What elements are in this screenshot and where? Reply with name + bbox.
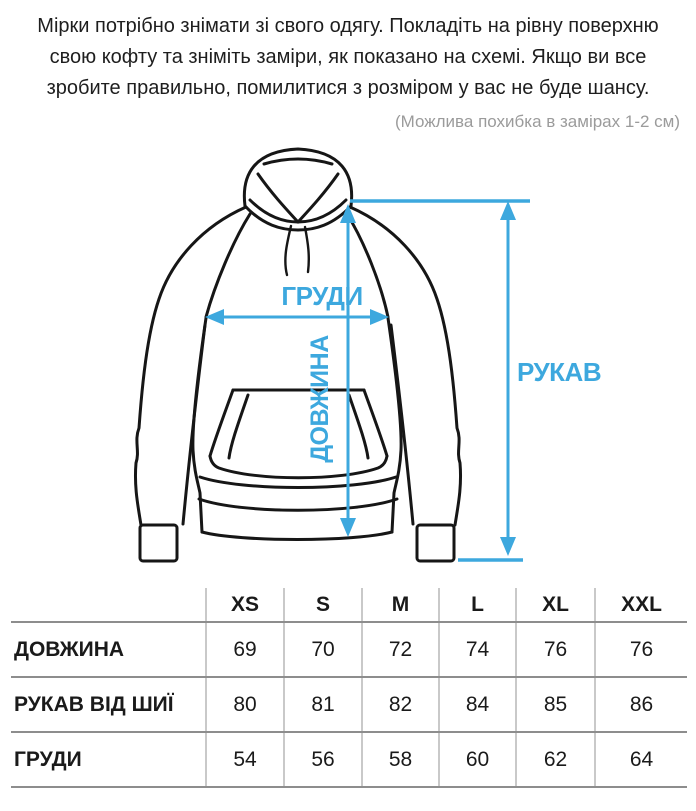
size-value-cell: 64: [595, 732, 687, 787]
table-row-sleeve-from-neck: [11, 677, 687, 732]
measurement-row-label: РУКАВ ВІД ШИЇ: [11, 677, 206, 732]
length-label: ДОВЖИНА: [306, 335, 334, 463]
corner-cell: [11, 588, 206, 622]
pocket-slit-left: [229, 395, 248, 458]
raglan-seam-left: [206, 214, 250, 317]
hoodie-outline: [135, 149, 460, 561]
measurement-row-label: ГРУДИ: [11, 732, 206, 787]
pocket-slit-right: [349, 395, 368, 458]
arrowhead-down: [500, 537, 516, 556]
size-value-cell: 74: [439, 622, 516, 677]
size-value-cell: 62: [516, 732, 595, 787]
size-column-header-xxl: XXL: [595, 588, 687, 622]
pocket-bottom: [210, 456, 387, 478]
size-value-cell: 86: [595, 677, 687, 732]
measurement-annotations: [205, 201, 601, 560]
size-value-cell: 76: [595, 622, 687, 677]
size-value-cell: 81: [284, 677, 362, 732]
table-row-chest: [11, 732, 687, 787]
size-value-cell: 84: [439, 677, 516, 732]
hem-bottom: [202, 532, 392, 540]
cuff-left: [140, 525, 177, 561]
size-guide-page: [0, 11, 696, 788]
chest-arrow: [205, 309, 389, 325]
cuff-right: [417, 525, 454, 561]
tolerance-note: (Можлива похибка в замірах 1-2 см): [394, 112, 680, 131]
hood-opening-left: [258, 174, 298, 222]
size-value-cell: 76: [516, 622, 595, 677]
size-value-cell: 80: [206, 677, 284, 732]
pocket-slant-left: [210, 390, 233, 456]
measurement-row-label: ДОВЖИНА: [11, 622, 206, 677]
size-table-header-row: [11, 588, 687, 622]
hood-top-fold: [264, 159, 332, 164]
size-value-cell: 70: [284, 622, 362, 677]
size-value-cell: 85: [516, 677, 595, 732]
size-value-cell: 58: [362, 732, 439, 787]
size-value-cell: 72: [362, 622, 439, 677]
table-row-length: [11, 622, 687, 677]
pocket-slant-right: [364, 390, 387, 456]
size-column-header-xl: XL: [516, 588, 595, 622]
size-column-header-m: M: [362, 588, 439, 622]
sleeve-arrow: [350, 201, 530, 560]
intro-paragraph: Мірки потрібно знімати зі свого одягу. Покладіть на рівну поверхню свою кофту та зніміть заміри, як показано на схемі. Якщо ви все зробите правильно, помилитися з розміром у вас не буде шансу.: [37, 15, 659, 99]
drawstring-right: [305, 227, 309, 272]
hoodie-measurement-diagram: [0, 138, 696, 588]
sleeve-label: РУКАВ: [517, 357, 602, 387]
waistband-mid: [199, 499, 397, 510]
hood-opening-right: [298, 174, 338, 222]
size-table: [11, 588, 687, 788]
size-column-header-l: L: [439, 588, 516, 622]
size-value-cell: 56: [284, 732, 362, 787]
arrowhead-up: [500, 201, 516, 220]
chest-label: ГРУДИ: [281, 281, 363, 311]
size-column-header-xs: XS: [206, 588, 284, 622]
arrowhead-down: [340, 518, 356, 537]
size-value-cell: 60: [439, 732, 516, 787]
size-value-cell: 69: [206, 622, 284, 677]
size-value-cell: 82: [362, 677, 439, 732]
hood-inner-rim: [250, 200, 346, 222]
size-column-header-s: S: [284, 588, 362, 622]
size-value-cell: 54: [206, 732, 284, 787]
drawstring-left: [285, 226, 291, 275]
